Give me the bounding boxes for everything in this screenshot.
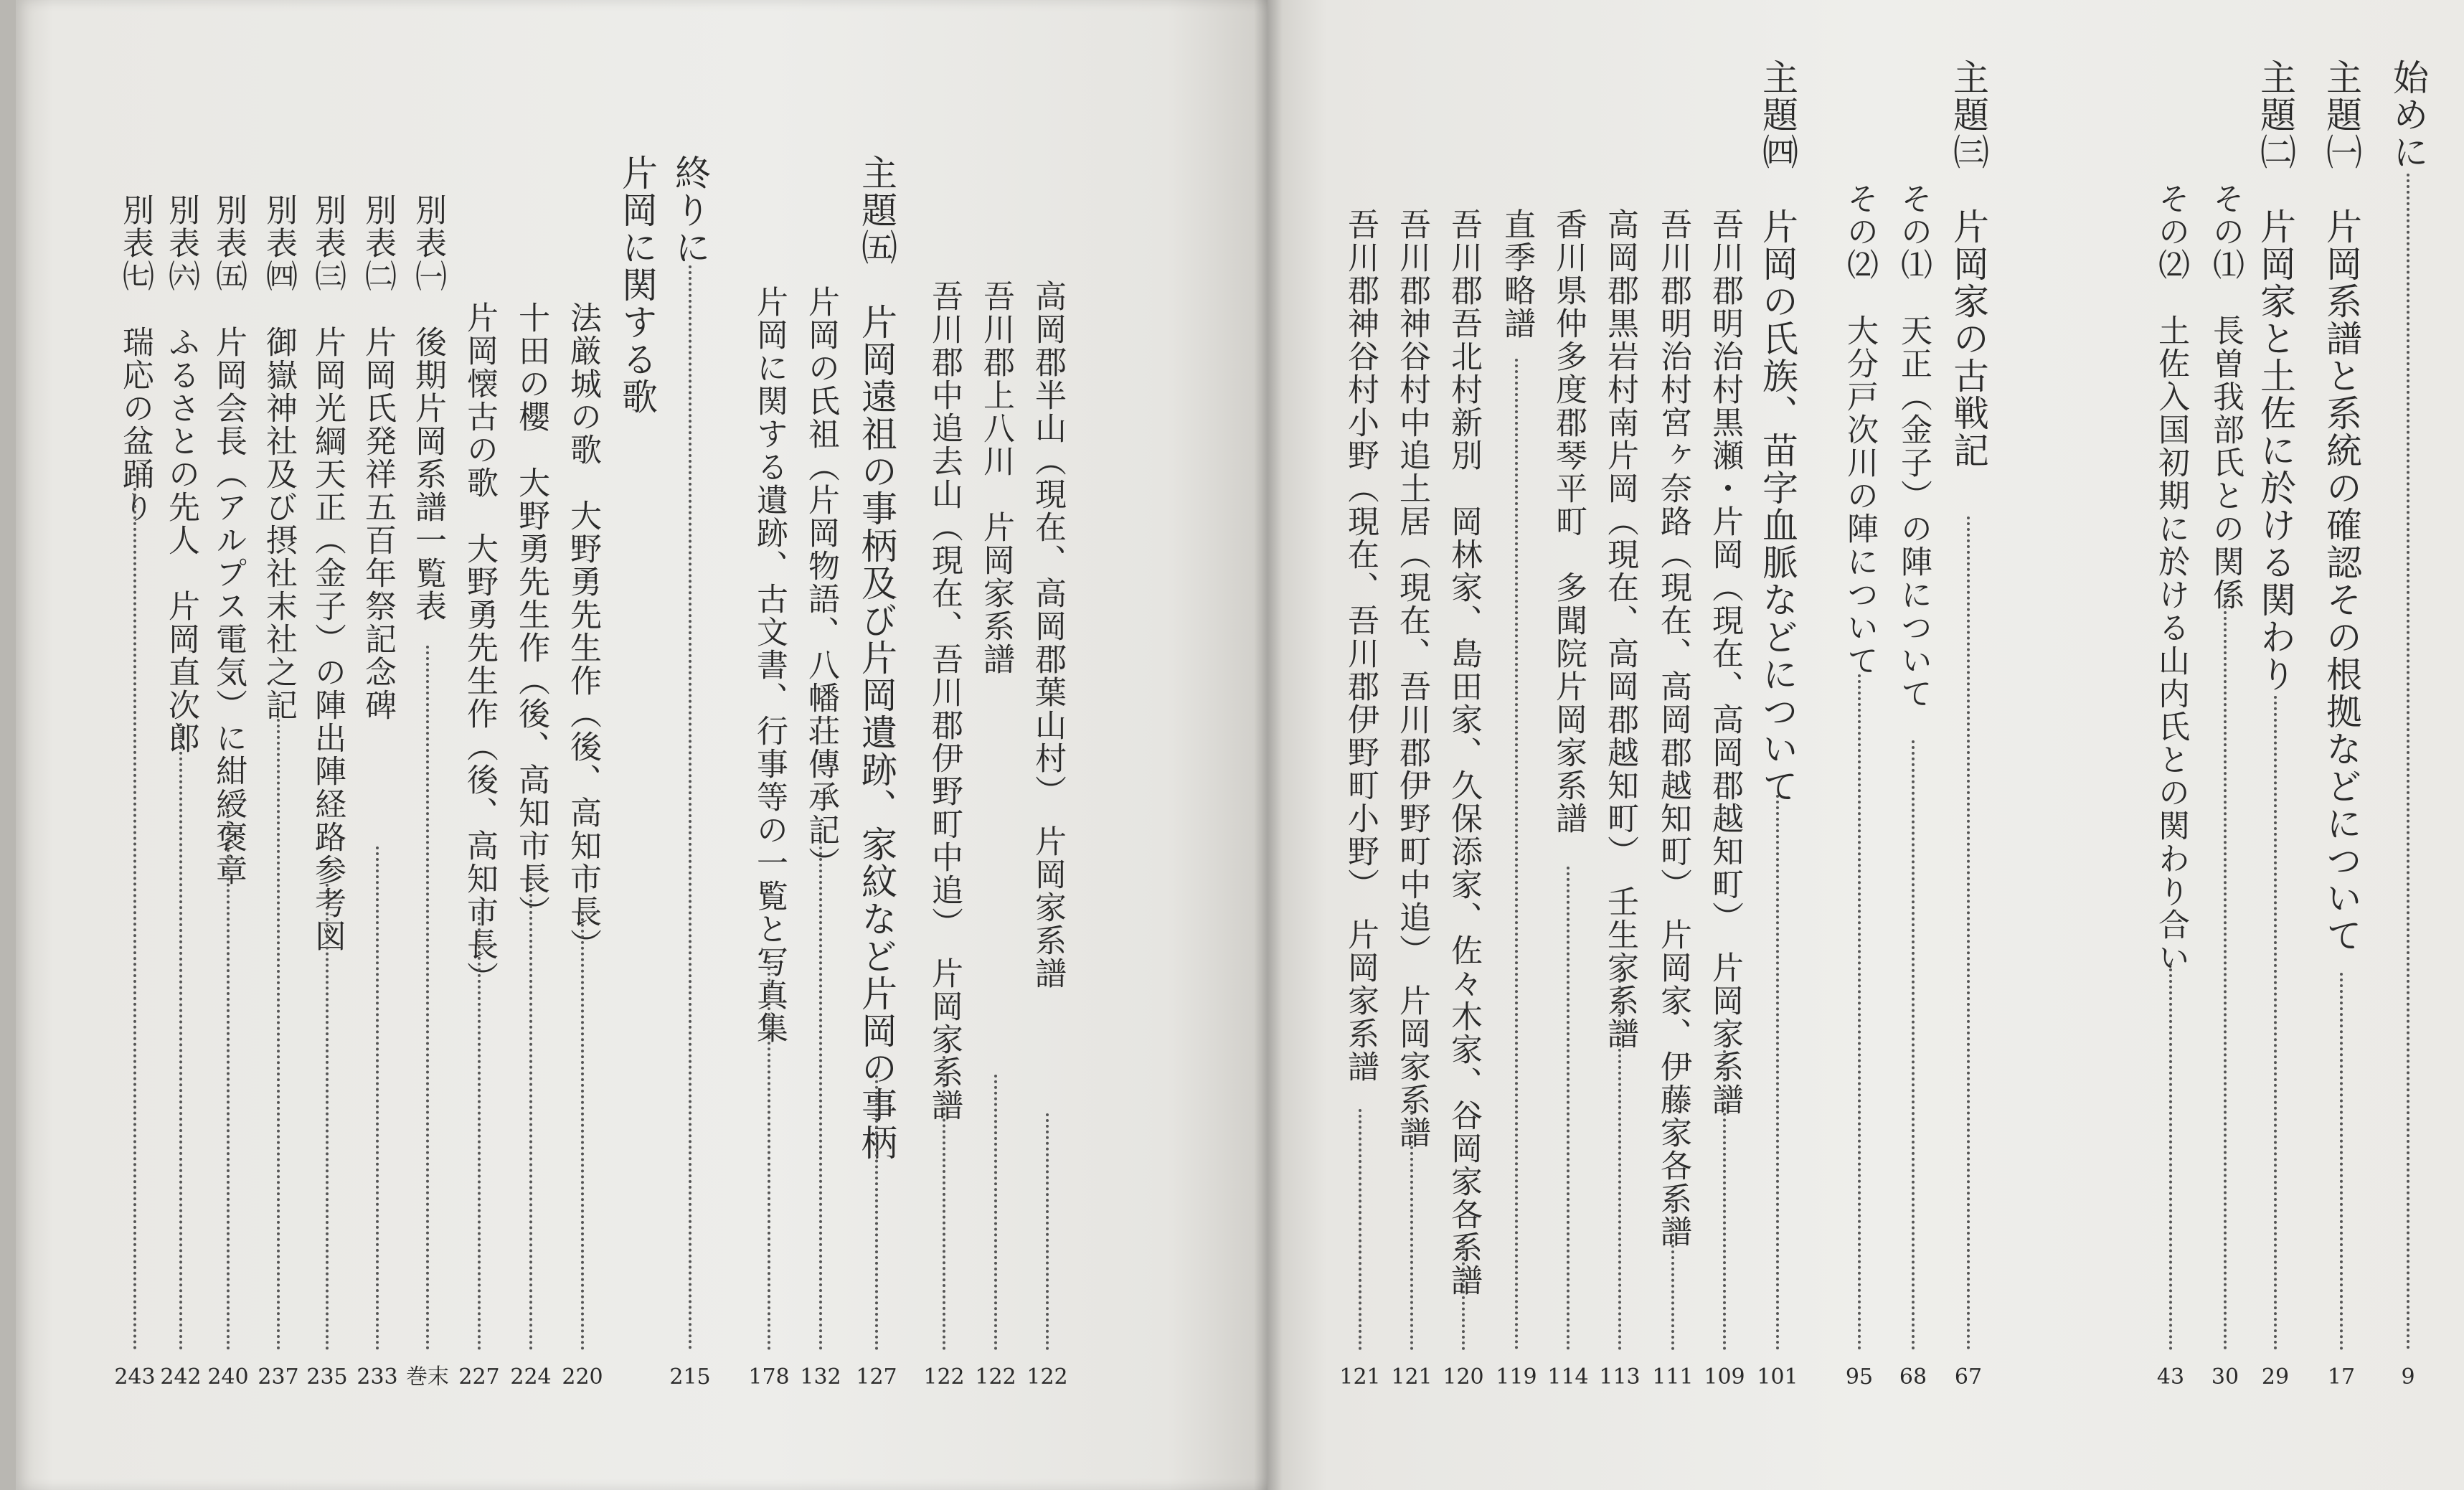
leader-dots (943, 1056, 945, 1350)
toc-page-number: 122 (1026, 1364, 1068, 1390)
toc-entry (921, 0, 967, 1490)
leader-dots (277, 719, 280, 1350)
toc-entry-title: 終りに (669, 154, 711, 266)
toc-page-number: 17 (2327, 1364, 2356, 1390)
leader-dots (1515, 359, 1518, 1350)
toc-entry-title: 高岡郡半山（現在、高岡郡葉山村） 片岡家系譜 (1029, 280, 1066, 990)
toc-entry-title: 主題㈤ 片岡遠祖の事柄及び片岡遺跡、家紋など片岡の事柄 (856, 154, 897, 1161)
leader-dots (1776, 795, 1779, 1350)
toc-page-number: 242 (160, 1364, 202, 1390)
toc-entry-title: 別表㈤ 片岡会長（アルプス電気）に紺綬褒章 (210, 194, 247, 887)
toc-entry (304, 0, 350, 1490)
toc-page-number: 240 (207, 1364, 249, 1390)
leader-dots (227, 803, 230, 1350)
toc-entry (798, 0, 844, 1490)
leader-dots (819, 841, 822, 1350)
leader-dots (875, 1069, 878, 1350)
toc-page-number: 127 (856, 1364, 897, 1390)
toc-page-number: 95 (1845, 1364, 1874, 1390)
toc-entry-title: 法厳城の歌 大野勇先生作（後、高知市長） (565, 301, 601, 961)
toc-entry (1945, 0, 1991, 1490)
toc-entry (2318, 0, 2364, 1490)
toc-entry-title: 吾川郡中追去山（現在、吾川郡伊野町中追） 片岡家系譜 (926, 280, 963, 1122)
toc-entry-title: 別表㈥ ふるさとの先人 片岡直次郎 (163, 194, 199, 755)
toc-entry (1440, 0, 1486, 1490)
toc-entry-title: 吾川郡明治村黒瀬・片岡（現在、高岡郡越知町） 片岡家系譜 (1707, 208, 1743, 1116)
toc-entry (405, 0, 450, 1490)
toc-page-number: 132 (800, 1364, 841, 1390)
leader-dots (2224, 588, 2227, 1350)
toc-page-number: 114 (1547, 1364, 1589, 1390)
toc-entry-title: 高岡郡黒岩村南片岡（現在、高岡郡越知町） 壬生家系譜 (1602, 208, 1638, 1050)
toc-page-number: 119 (1496, 1364, 1537, 1390)
toc-entry-title: 主題㈣ 片岡の氏族、苗字血脈などについて (1757, 59, 1798, 805)
toc-entry-title: その⑴ 長曽我部氏との関係 (2207, 182, 2244, 611)
toc-entry-title: 吾川郡神谷村小野（現在、吾川郡伊野町小野） 片岡家系譜 (1342, 208, 1379, 1083)
toc-page-number: 109 (1704, 1364, 1745, 1390)
toc-entry-title: 片岡に関する歌 (616, 154, 658, 415)
leader-dots (1967, 517, 1970, 1350)
toc-entry (1597, 0, 1643, 1490)
toc-page-number: 237 (258, 1364, 299, 1390)
toc-entry (1493, 0, 1539, 1490)
toc-entry-title: 片岡の氏祖（片岡物語、八幡荘傳承記） (803, 286, 839, 880)
leader-dots (581, 913, 584, 1350)
toc-entry-title: 主題㈡ 片岡家と土佐に於ける関わり (2255, 59, 2296, 693)
toc-entry (1890, 0, 1936, 1490)
toc-entry-title: その⑴ 天正（金子）の陣について (1895, 182, 1932, 710)
leader-dots (1671, 1194, 1674, 1350)
toc-entry (973, 0, 1019, 1490)
toc-page-number: 121 (1339, 1364, 1381, 1390)
leader-dots (1359, 1109, 1361, 1350)
toc-entry-title: 別表㈡ 片岡氏発祥五百年祭記念碑 (359, 194, 396, 722)
toc-page-number: 111 (1652, 1364, 1694, 1390)
toc-entry-title: 別表㈠ 後期片岡系譜一覧表 (410, 194, 446, 623)
toc-entry (2202, 0, 2248, 1490)
toc-entry (1024, 0, 1070, 1490)
toc-page-number: 178 (748, 1364, 790, 1390)
toc-page-number: 101 (1757, 1364, 1798, 1390)
leader-dots (1858, 674, 1861, 1350)
toc-page-number: 227 (458, 1364, 500, 1390)
toc-entry (1755, 0, 1800, 1490)
toc-page-number: 224 (510, 1364, 552, 1390)
toc-entry (1337, 0, 1383, 1490)
toc-entry-title: その⑵ 大分戸次川の陣について (1841, 182, 1878, 677)
leader-dots (689, 265, 691, 1350)
leader-dots (133, 488, 136, 1350)
leader-dots (1723, 1039, 1726, 1350)
toc-entry-title: 吾川郡明治村宮ヶ奈路（現在、高岡郡越知町） 片岡家、伊藤家各系譜 (1655, 208, 1691, 1248)
toc-entry (614, 0, 660, 1490)
toc-entry (456, 0, 502, 1490)
toc-entry (158, 0, 204, 1490)
toc-entry (1389, 0, 1435, 1490)
toc-page-number: 巻末 (406, 1364, 449, 1390)
toc-entry (1545, 0, 1591, 1490)
book-gutter (1254, 0, 1283, 1490)
toc-page-number: 122 (975, 1364, 1016, 1390)
toc-entry (508, 0, 554, 1490)
toc-entry-title: 吾川郡上八川 片岡家系譜 (978, 280, 1014, 676)
toc-entry-title: 別表㈢ 片岡光綱天正（金子）の陣出陣経路参考図 (309, 194, 346, 953)
toc-entry-title: 主題㈢ 片岡家の古戦記 (1948, 59, 1989, 469)
toc-page-number: 215 (669, 1364, 711, 1390)
toc-page-number: 235 (306, 1364, 348, 1390)
toc-entry (854, 0, 900, 1490)
toc-page-number: 30 (2211, 1364, 2239, 1390)
toc-page-number: 121 (1391, 1364, 1432, 1390)
toc-entry-title: 始めに (2387, 59, 2429, 171)
toc-page-number: 233 (357, 1364, 398, 1390)
toc-page-number: 9 (2401, 1364, 2415, 1390)
leader-dots (768, 956, 770, 1350)
toc-entry-title: 別表㈦ 瑞応の盆踊り (117, 194, 154, 524)
leader-dots (529, 877, 532, 1350)
toc-entry (2148, 0, 2194, 1490)
leader-dots (2407, 174, 2409, 1350)
toc-entry-title: 片岡に関する遺跡、古文書、行事等の一覧と写真集 (751, 286, 788, 1045)
leader-dots (1410, 1106, 1413, 1350)
toc-entry (1701, 0, 1747, 1490)
toc-entry-title: 吾川郡神谷村中追土居（現在、吾川郡伊野町中追） 片岡家系譜 (1394, 208, 1430, 1149)
toc-entry-title: 香川県仲多度郡琴平町 多聞院片岡家系譜 (1550, 208, 1587, 835)
leader-dots (426, 646, 429, 1350)
toc-entry (667, 0, 713, 1490)
leader-dots (179, 723, 182, 1350)
toc-page-number: 122 (923, 1364, 965, 1390)
toc-entry (560, 0, 605, 1490)
toc-page-number: 68 (1899, 1364, 1927, 1390)
leader-dots (376, 847, 379, 1350)
toc-entry-title: 十田の櫻 大野勇先生作（後、高知市長） (513, 301, 549, 928)
leader-dots (2340, 973, 2343, 1350)
toc-page-number: 120 (1443, 1364, 1484, 1390)
leader-dots (1046, 1113, 1049, 1350)
toc-page-number: 113 (1599, 1364, 1641, 1390)
leader-dots (1567, 867, 1569, 1350)
leader-dots (1462, 1240, 1465, 1350)
toc-page-number: 43 (2156, 1364, 2185, 1390)
toc-entry-title: 片岡懐古の歌 大野勇先生作（後、高知市長） (461, 301, 498, 994)
leader-dots (994, 1075, 997, 1350)
toc-entry (255, 0, 301, 1490)
toc-entry (205, 0, 251, 1490)
toc-entry-title: 別表㈣ 御嶽神社及び摂社末社之記 (260, 194, 297, 722)
leader-dots (478, 911, 481, 1350)
toc-entry (354, 0, 400, 1490)
leader-dots (2274, 696, 2277, 1350)
toc-entry-title: 吾川郡吾北村新別 岡林家、島田家、久保添家、佐々木家、谷岡家各系譜 (1445, 208, 1482, 1297)
toc-page-number: 67 (1954, 1364, 1983, 1390)
toc-entry (112, 0, 158, 1490)
toc-entry (1650, 0, 1696, 1490)
toc-entry (2385, 0, 2431, 1490)
toc-page-number: 29 (2261, 1364, 2290, 1390)
toc-page-number: 243 (114, 1364, 156, 1390)
leader-dots (1912, 740, 1915, 1350)
toc-entry (2252, 0, 2298, 1490)
toc-entry-title: 直季略譜 (1498, 208, 1535, 340)
toc-entry (746, 0, 792, 1490)
leader-dots (1618, 963, 1621, 1350)
toc-page-number: 220 (562, 1364, 603, 1390)
toc-entry-title: 主題㈠ 片岡系譜と系統の確認その根拠などについて (2321, 59, 2362, 954)
leader-dots (2169, 963, 2172, 1350)
leader-dots (326, 884, 329, 1350)
toc-entry-title: その⑵ 土佐入国初期に於ける山内氏との関わり合い (2153, 182, 2189, 974)
toc-entry (1836, 0, 1882, 1490)
